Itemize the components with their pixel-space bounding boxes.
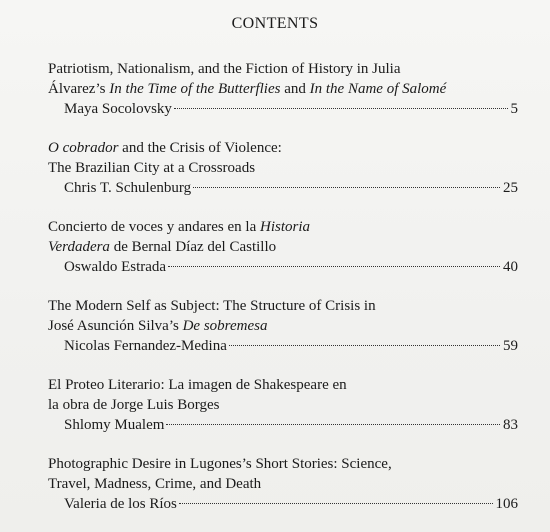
entry-author-line [48, 99, 518, 119]
entry-title-italic: In the Name of Salomé [309, 81, 447, 97]
entry-title-line-1 [48, 217, 518, 237]
entry-title-text: The Modern Self as Subject: The Structure of Crisis in [48, 298, 376, 314]
entry-title-text: The Brazilian City at a Crossroads [48, 160, 256, 176]
entry-title-text: la obra de Jorge Luis Borges [48, 397, 220, 413]
toc-entry-5 [48, 375, 518, 435]
dot-leader [166, 424, 500, 425]
dot-leader [179, 503, 493, 504]
entry-title-italic: In the Time of the Butterflies [109, 81, 281, 97]
entry-author: Chris T. Schulenburg [64, 180, 192, 196]
entry-author-line [48, 415, 518, 435]
entry-author: Maya Socolovsky [64, 101, 172, 117]
entry-title-line-2 [48, 395, 518, 415]
entry-title-line-1 [48, 375, 518, 395]
entry-title-line-2 [48, 237, 518, 257]
toc-entry-2 [48, 138, 518, 198]
entry-title-text: and [280, 81, 310, 97]
entry-author: Shlomy Mualem [64, 417, 165, 433]
entry-author-line [48, 494, 518, 514]
entry-title-italic: O cobrador [48, 140, 119, 156]
entry-page-number: 106 [495, 496, 518, 512]
entry-author-line [48, 336, 518, 356]
entry-author-line [48, 178, 518, 198]
toc-entry-1 [48, 59, 518, 119]
entry-page-number: 25 [503, 180, 518, 196]
entry-author-line [48, 257, 518, 277]
entry-title-line-2 [48, 79, 518, 99]
entry-author: Nicolas Fernandez-Medina [64, 338, 227, 354]
dot-leader [174, 108, 508, 109]
dot-leader [229, 345, 500, 346]
entry-title-line-1 [48, 454, 518, 474]
entry-title-italic: Verdadera [48, 239, 110, 255]
entry-title-line-1 [48, 296, 518, 316]
toc-entry-4 [48, 296, 518, 356]
entry-page-number: 59 [503, 338, 518, 354]
entry-title-line-1 [48, 138, 518, 158]
entry-page-number: 5 [510, 101, 518, 117]
dot-leader [193, 187, 500, 188]
entry-page-number: 40 [503, 259, 518, 275]
entry-page-number: 83 [503, 417, 518, 433]
entry-title-text: de Bernal Díaz del Castillo [109, 239, 277, 255]
toc-entry-3 [48, 217, 518, 277]
entry-title-italic: De sobremesa [182, 318, 268, 334]
entry-author: Valeria de los Ríos [64, 496, 177, 512]
entry-title-text: Photographic Desire in Lugones’s Short Stories: Science, [48, 456, 392, 472]
entry-title-text: Concierto de voces y andares en la [48, 219, 260, 235]
entry-title-line-2 [48, 474, 518, 494]
entry-title-text: El Proteo Literario: La imagen de Shakespeare en [48, 377, 347, 393]
toc-entry-6 [48, 454, 518, 514]
entry-title-text: Patriotism, Nationalism, and the Fiction of History in Julia [48, 61, 401, 77]
entry-author: Oswaldo Estrada [64, 259, 167, 275]
entry-title-line-2 [48, 316, 518, 336]
entry-title-text: Álvarez’s [48, 81, 110, 97]
entry-title-text: and the Crisis of Violence: [118, 140, 282, 156]
entry-title-line-1 [48, 59, 518, 79]
entry-title-text: Travel, Madness, Crime, and Death [48, 476, 262, 492]
entry-title-line-2 [48, 158, 518, 178]
dot-leader [168, 266, 500, 267]
entry-title-text: José Asunción Silva’s [48, 318, 183, 334]
contents-heading: CONTENTS [231, 15, 319, 32]
entry-title-italic: Historia [260, 219, 311, 235]
